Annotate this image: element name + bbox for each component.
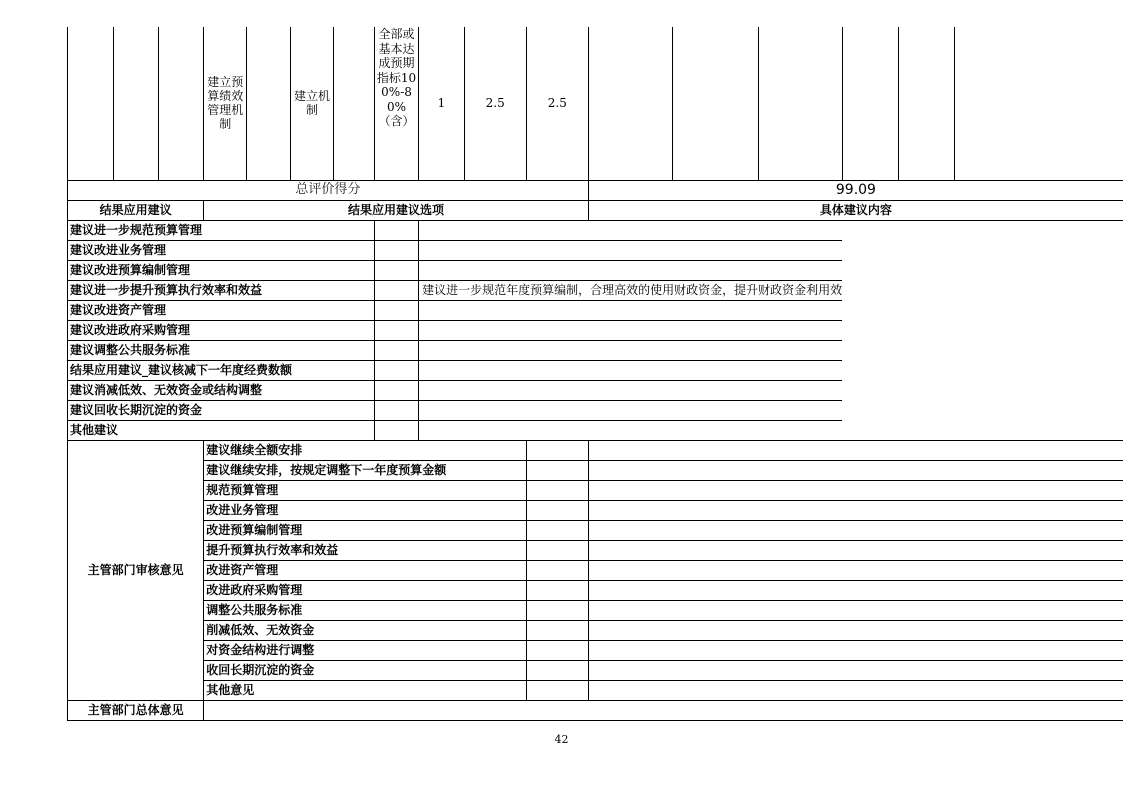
review-option-check: [526, 460, 588, 480]
review-option-label: 建议继续全额安排: [204, 440, 527, 460]
result-option-content: [419, 260, 843, 280]
review-option-check: [526, 540, 588, 560]
result-option-label: 建议改进资产管理: [68, 300, 375, 320]
indicator-weight: 1: [419, 27, 465, 180]
review-option-row: [68, 460, 1123, 480]
result-option-check: [374, 400, 418, 420]
overall-opinion-label: 主管部门总体意见: [68, 700, 204, 720]
result-option-check: [374, 320, 418, 340]
review-option-row: [68, 600, 1123, 620]
review-option-check: [526, 520, 588, 540]
cell-empty: [159, 27, 204, 180]
review-option-check: [526, 560, 588, 580]
result-option-row: [68, 240, 1123, 260]
result-option-label: 建议改进政府采购管理: [68, 320, 375, 340]
review-option-label: 削减低效、无效资金: [204, 620, 527, 640]
result-header-row: [68, 200, 1123, 220]
review-option-content: [588, 600, 1123, 620]
result-option-check: [374, 340, 418, 360]
review-option-row: [68, 580, 1123, 600]
result-option-content: [419, 320, 843, 340]
review-option-label: 提升预算执行效率和效益: [204, 540, 527, 560]
cell-empty: [899, 27, 955, 180]
result-options-header: 结果应用建议选项: [204, 200, 589, 220]
review-option-row: [68, 440, 1123, 460]
result-option-label: 建议调整公共服务标准: [68, 340, 375, 360]
cell-empty: [247, 27, 291, 180]
review-option-row: [68, 680, 1123, 700]
review-option-content: [588, 560, 1123, 580]
result-option-row: [68, 260, 1123, 280]
evaluation-table: [67, 27, 1123, 721]
cell-empty: [113, 27, 159, 180]
review-option-check: [526, 640, 588, 660]
review-option-label: 改进资产管理: [204, 560, 527, 580]
cell-empty: [842, 27, 899, 180]
review-option-check: [526, 660, 588, 680]
cell-empty: [954, 27, 1123, 180]
result-option-label: 建议改进业务管理: [68, 240, 375, 260]
indicator-level3: 建立机制: [291, 27, 334, 180]
review-option-row: [68, 540, 1123, 560]
review-option-check: [526, 440, 588, 460]
result-option-row: [68, 320, 1123, 340]
review-option-row: [68, 520, 1123, 540]
review-option-content: [588, 620, 1123, 640]
total-row: [68, 180, 1123, 200]
review-option-row: [68, 620, 1123, 640]
cell-empty: [758, 27, 842, 180]
review-option-label: 改进政府采购管理: [204, 580, 527, 600]
result-option-content: [419, 360, 843, 380]
result-option-content: [419, 300, 843, 320]
result-option-label: 其他建议: [68, 420, 375, 440]
review-option-label: 建议继续安排，按规定调整下一年度预算金额: [204, 460, 527, 480]
result-option-label: 建议改进预算编制管理: [68, 260, 375, 280]
review-option-check: [526, 480, 588, 500]
result-option-label: 建议进一步规范预算管理: [68, 220, 375, 240]
page-number: 42: [554, 733, 569, 746]
cell-empty: [334, 27, 375, 180]
result-option-check: [374, 380, 418, 400]
result-content-header: 具体建议内容: [588, 200, 1123, 220]
result-section-label: 结果应用建议: [68, 200, 204, 220]
overall-opinion-value: [204, 700, 1123, 720]
review-option-content: [588, 480, 1123, 500]
indicator-score-a: 2.5: [464, 27, 526, 180]
review-option-content: [588, 540, 1123, 560]
cell-empty: [672, 27, 758, 180]
result-option-row: [68, 340, 1123, 360]
review-option-check: [526, 680, 588, 700]
review-option-row: [68, 480, 1123, 500]
result-option-content: [419, 420, 843, 440]
review-option-check: [526, 620, 588, 640]
review-option-label: 规范预算管理: [204, 480, 527, 500]
result-option-check: [374, 240, 418, 260]
review-option-content: [588, 640, 1123, 660]
review-option-label: 收回长期沉淀的资金: [204, 660, 527, 680]
review-option-content: [588, 580, 1123, 600]
result-option-label: 建议消减低效、无效资金或结构调整: [68, 380, 375, 400]
result-option-content: [419, 400, 843, 420]
result-option-row: [68, 360, 1123, 380]
result-option-row: [68, 420, 1123, 440]
overall-opinion-row: [68, 700, 1123, 720]
result-option-label: 结果应用建议_建议核减下一年度经费数额: [68, 360, 375, 380]
result-option-row: [68, 280, 1123, 300]
review-option-check: [526, 500, 588, 520]
review-option-content: [588, 520, 1123, 540]
result-option-label: 建议进一步提升预算执行效率和效益: [68, 280, 375, 300]
review-section-label: 主管部门审核意见: [68, 440, 204, 700]
result-option-row: [68, 220, 1123, 240]
review-option-check: [526, 580, 588, 600]
result-option-check: [374, 300, 418, 320]
result-option-row: [68, 400, 1123, 420]
review-option-label: 对资金结构进行调整: [204, 640, 527, 660]
review-option-row: [68, 560, 1123, 580]
result-option-check: [374, 280, 418, 300]
result-option-label: 建议回收长期沉淀的资金: [68, 400, 375, 420]
cell-empty: [588, 27, 672, 180]
total-value: 99.09: [588, 180, 1123, 200]
result-option-content: 建议进一步规范年度预算编制，合理高效的使用财政资金，提升财政资金利用效: [419, 280, 843, 300]
result-options: [68, 220, 1123, 440]
result-option-row: [68, 380, 1123, 400]
review-option-row: [68, 640, 1123, 660]
review-option-content: [588, 680, 1123, 700]
review-option-row: [68, 500, 1123, 520]
review-option-content: [588, 440, 1123, 460]
indicator-score-b: 2.5: [526, 27, 588, 180]
result-option-row: [68, 300, 1123, 320]
review-option-label: 调整公共服务标准: [204, 600, 527, 620]
criteria-text: 全部或基本达成预期指标100%-80%（含）: [376, 27, 417, 128]
cell-empty: [68, 27, 114, 180]
result-option-content: [419, 380, 843, 400]
review-option-row: [68, 660, 1123, 680]
review-option-content: [588, 500, 1123, 520]
result-option-content: [419, 240, 843, 260]
review-option-label: 其他意见: [204, 680, 527, 700]
total-label: 总评价得分: [68, 180, 589, 200]
review-option-label: 改进预算编制管理: [204, 520, 527, 540]
review-option-label: 改进业务管理: [204, 500, 527, 520]
result-option-check: [374, 220, 418, 240]
result-option-check: [374, 420, 418, 440]
review-options: [68, 440, 1123, 700]
result-option-content: [419, 220, 843, 240]
indicator-level2: 建立预算绩效管理机制: [204, 27, 247, 180]
review-option-check: [526, 600, 588, 620]
indicator-criteria: [374, 27, 418, 180]
review-option-content: [588, 660, 1123, 680]
result-option-check: [374, 260, 418, 280]
indicator-row: [68, 27, 1123, 180]
result-option-check: [374, 360, 418, 380]
review-option-content: [588, 460, 1123, 480]
result-option-content: [419, 340, 843, 360]
